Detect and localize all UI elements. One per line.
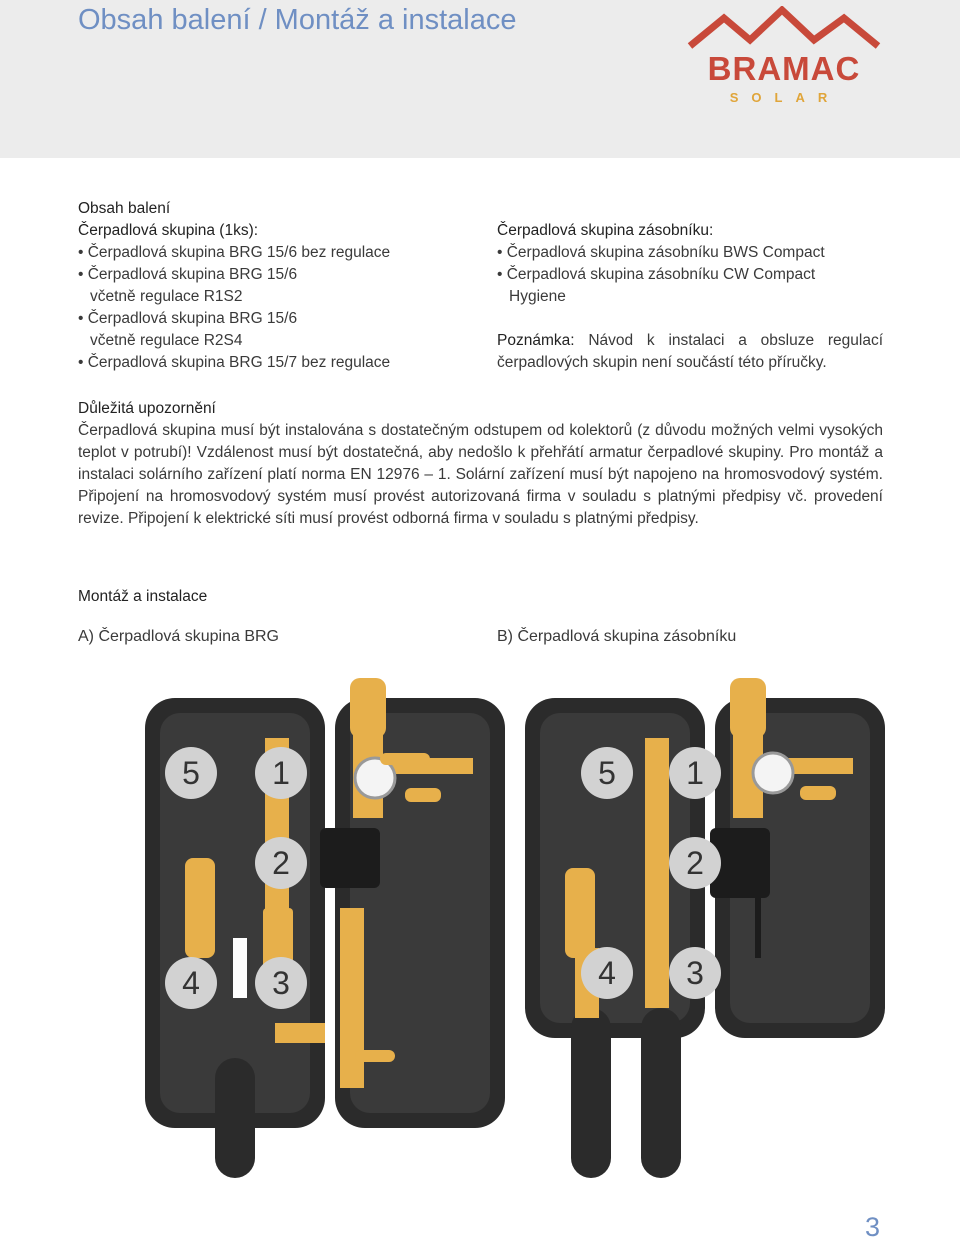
list-item: • Čerpadlová skupina zásobníku CW Compact [497,266,816,283]
list-item: • Čerpadlová skupina BRG 15/6 bez regulace [78,244,391,261]
warning-text: Čerpadlová skupina musí být instalována s dostatečným odstupem od kolektorů (z důvodu možných velmi vysokých teplot v potrubí)! Vzdálenost musí být dostatečná, aby nedošlo k přehřátí armatur čerpadlové skupiny. Pro montáž a instalaci solárního zařízení platí norma EN 12976 – 1. Solární zařízení musí být napojeno na hromosvodový systém. Připojení na hromosvodový systém musí provést autorizovaná firma v souladu s platnými předpisy vč. provedení revize. Připojení k elektrické síti musí provést odborná firma v souladu s platnými předpisy. [78,422,883,527]
tank-group-heading: Čerpadlová skupina zásobníku: [497,222,714,239]
list-item: • Čerpadlová skupina BRG 15/7 bez regulace [78,354,391,371]
note-label: Poznámka: [497,332,575,349]
pump-group-brg-image [125,658,533,1188]
tank-group-section [497,220,883,374]
note-text: Návod k instalaci a obsluze regulací čerpadlových skupin není součástí této příručky. [497,332,883,371]
logo-sub: SOLAR [729,90,841,105]
page-number: 3 [864,1212,880,1242]
list-item: • Čerpadlová skupina BRG 15/6 [78,266,298,283]
marker-label: 1 [272,755,290,791]
package-contents [78,198,478,374]
list-item: • Čerpadlová skupina BRG 15/6 [78,310,298,327]
marker-label: 3 [272,965,290,1001]
marker-label: 5 [182,755,200,791]
mounting-heading: Montáž a instalace [78,588,208,605]
pump-group-tank-image [505,658,913,1188]
header-band [0,0,960,158]
marker-label: 1 [686,755,704,791]
list-item: včetně regulace R2S4 [90,332,243,349]
figure-b-label: B) Čerpadlová skupina zásobníku [497,628,737,645]
marker-label: 4 [182,965,200,1001]
marker-label: 5 [598,755,616,791]
warning-section [78,398,883,530]
warning-heading: Důležitá upozornění [78,400,216,417]
list-item: včetně regulace R1S2 [90,288,243,305]
list-item: • Čerpadlová skupina zásobníku BWS Compact [497,244,825,261]
note [497,330,883,374]
bramac-solar-logo [684,6,884,110]
page-title: Obsah balení / Montáž a instalace [78,4,517,36]
marker-label: 2 [272,845,290,881]
logo-word: BRAMAC [707,50,861,87]
contents-subheading: Čerpadlová skupina (1ks): [78,222,259,239]
marker-label: 2 [686,845,704,881]
marker-label: 4 [598,955,616,991]
roof-mark-icon [684,6,884,56]
list-item: Hygiene [509,288,566,305]
marker-label: 3 [686,955,704,991]
figure-a-label: A) Čerpadlová skupina BRG [78,628,279,645]
contents-heading: Obsah balení [78,200,171,217]
